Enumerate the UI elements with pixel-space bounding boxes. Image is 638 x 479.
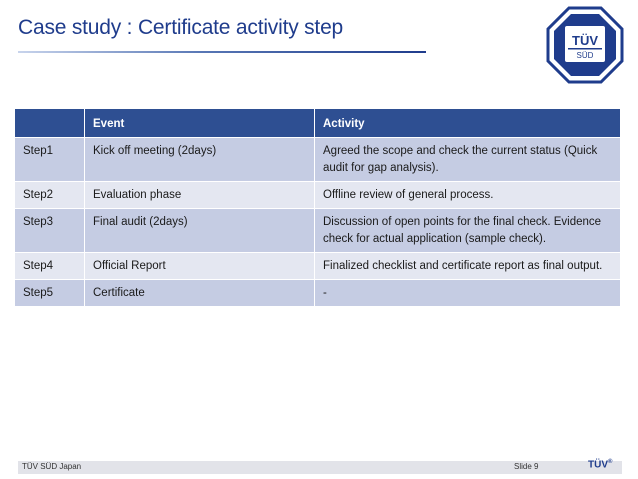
table-header-row xyxy=(15,109,621,138)
logo-text-top: TÜV xyxy=(572,33,598,48)
activity-cell: Agreed the scope and check the current status (Quick audit for gap analysis). xyxy=(315,138,621,182)
activity-cell: Finalized checklist and certificate report as final output. xyxy=(315,253,621,280)
activity-steps-table xyxy=(14,108,621,307)
table-row xyxy=(15,138,621,182)
footer-slide-number: Slide 9 xyxy=(514,462,539,471)
slide-title: Case study : Certificate activity step xyxy=(18,16,344,39)
header-step xyxy=(15,109,85,138)
table-row xyxy=(15,253,621,280)
footer-logo-text: TÜV xyxy=(588,459,608,471)
activity-cell: - xyxy=(315,280,621,307)
footer-logo-icon xyxy=(588,459,612,470)
event-cell: Certificate xyxy=(85,280,315,307)
event-cell: Official Report xyxy=(85,253,315,280)
header-event: Event xyxy=(85,109,315,138)
footer-logo-mark: ® xyxy=(608,459,613,465)
tuv-sud-logo-icon xyxy=(546,6,624,84)
logo-text-bottom: SÜD xyxy=(576,51,594,60)
footer-company: TÜV SÜD Japan xyxy=(22,462,82,471)
activity-cell: Offline review of general process. xyxy=(315,182,621,209)
step-cell: Step1 xyxy=(15,138,85,182)
activity-cell: Discussion of open points for the final check. Evidence check for actual application (sample check). xyxy=(315,209,621,253)
step-cell: Step5 xyxy=(15,280,85,307)
header-activity: Activity xyxy=(315,109,621,138)
step-cell: Step4 xyxy=(15,253,85,280)
table-row xyxy=(15,209,621,253)
table-row xyxy=(15,182,621,209)
step-cell: Step2 xyxy=(15,182,85,209)
event-cell: Kick off meeting (2days) xyxy=(85,138,315,182)
step-cell: Step3 xyxy=(15,209,85,253)
title-underline xyxy=(18,51,426,53)
table-row xyxy=(15,280,621,307)
event-cell: Final audit (2days) xyxy=(85,209,315,253)
event-cell: Evaluation phase xyxy=(85,182,315,209)
